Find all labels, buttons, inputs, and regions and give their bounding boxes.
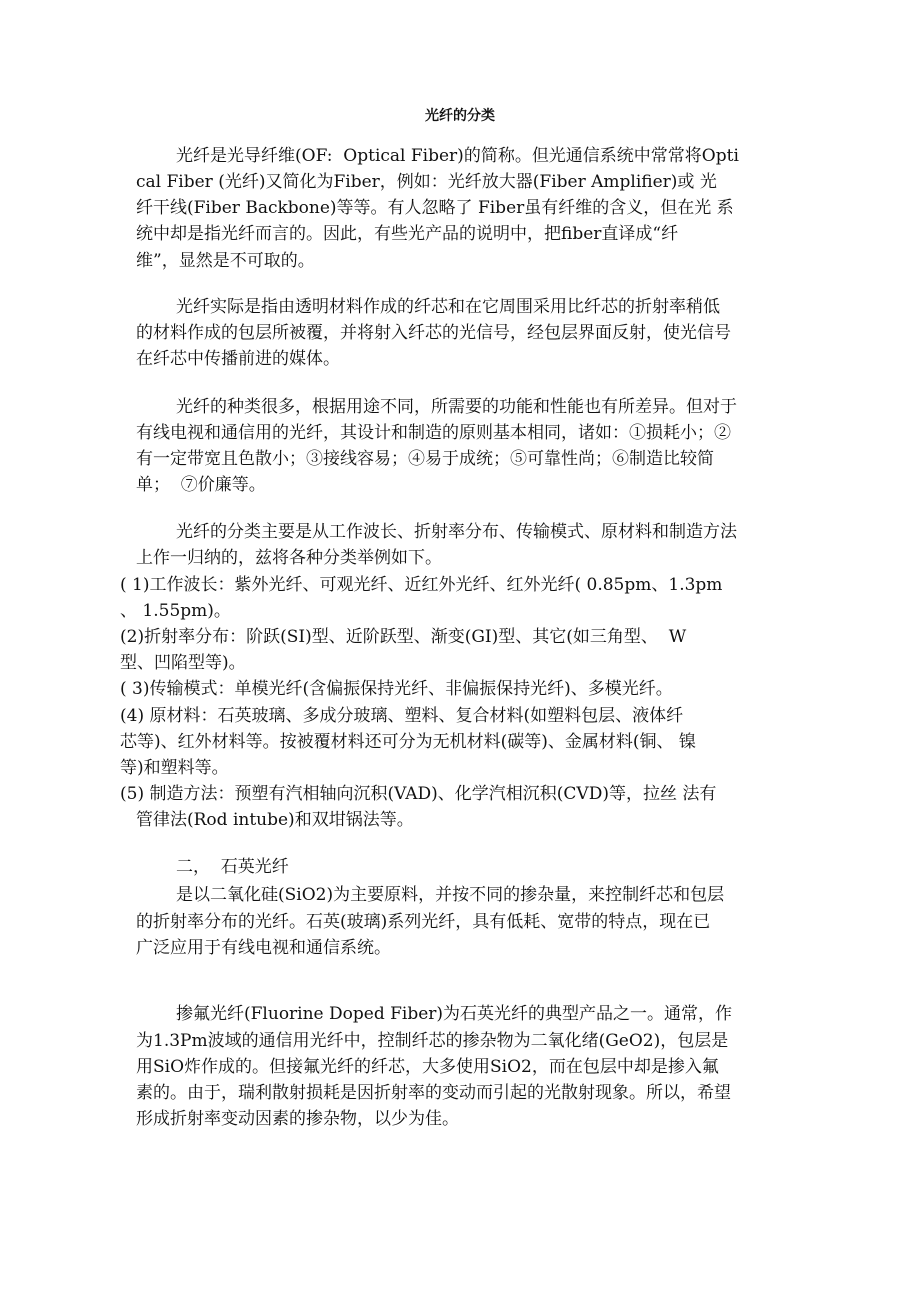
text-line: 掺氟光纤(Fluorine Doped Fiber)为石英光纤的典型产品之一。通常，作	[176, 1004, 733, 1024]
text-line: 管律法(Rod intube)和双坩锅法等。	[136, 810, 414, 830]
text-line: 统中却是指光纤而言的。因此，有些光产品的说明中，把fiber直译成“纤	[136, 224, 679, 244]
text-line: 纤干线(Fiber Backbone)等等。有人忽略了 Fiber虽有纤维的含义，但在光 系	[136, 198, 734, 218]
text-line: 形成折射率变动因素的掺杂物，以少为佳。	[136, 1109, 459, 1129]
text-line: 、 1.55pm)。	[120, 601, 231, 621]
text-line: 的材料作成的包层所被覆，并将射入纤芯的光信号，经包层界面反射，使光信号	[136, 323, 731, 343]
text-line: ( 3)传输模式：单模光纤(含偏振保持光纤、非偏振保持光纤)、多模光纤。	[120, 679, 673, 699]
text-line: cal Fiber (光纤)又简化为Fiber，例如：光纤放大器(Fiber Amplifier)或 光	[136, 172, 717, 192]
text-line: 等)和塑料等。	[120, 758, 229, 778]
text-line: 光纤的分类主要是从工作波长、折射率分布、传输模式、原材料和制造方法	[176, 522, 737, 542]
text-line: (4) 原材料：石英玻璃、多成分玻璃、塑料、复合材料(如塑料包层、液体纤	[120, 706, 684, 726]
text-line: 光纤的种类很多，根据用途不同，所需要的功能和性能也有所差异。但对于	[176, 397, 737, 417]
text-line: 上作一归纳的，兹将各种分类举例如下。	[136, 548, 442, 568]
text-line: 型、凹陷型等)。	[120, 653, 246, 673]
text-line: 是以二氧化硅(SiO2)为主要原料，并按不同的掺杂量，来控制纤芯和包层	[176, 885, 725, 905]
text-line: 有线电视和通信用的光纤，其设计和制造的原则基本相同，诸如：①损耗小；②	[136, 423, 731, 443]
text-line: 有一定带宽且色散小；③接线容易；④易于成统；⑤可靠性尚；⑥制造比较简	[136, 449, 714, 469]
document-title: 光纤的分类	[425, 108, 495, 124]
text-line: 单； ⑦价廉等。	[136, 475, 266, 495]
text-line: 维”，显然是不可取的。	[136, 251, 315, 271]
text-line: 为1.3Pm波域的通信用光纤中，控制纤芯的掺杂物为二氧化绪(GeO2)，包层是	[136, 1031, 729, 1051]
text-line: 素的。由于，瑞利散射损耗是因折射率的变动而引起的光散射现象。所以，希望	[136, 1083, 731, 1103]
text-line: 在纤芯中传播前进的媒体。	[136, 349, 340, 369]
text-line: 光纤是光导纤维(OF: Optical Fiber)的简称。但光通信系统中常常将Opti	[176, 146, 739, 166]
text-line: ( 1)工作波长：紫外光纤、可观光纤、近红外光纤、红外光纤( 0.85pm、1.3pm	[120, 575, 723, 595]
section-heading: 二， 石英光纤	[176, 857, 289, 877]
text-line: 的折射率分布的光纤。石英(玻璃)系列光纤，具有低耗、宽带的特点，现在已	[136, 912, 711, 932]
text-line: (5) 制造方法：预塑有汽相轴向沉积(VAD)、化学汽相沉积(CVD)等，拉丝 法有	[120, 784, 717, 804]
text-line: 用SiO炸作成的。但接氟光纤的纤芯，大多使用SiO2，而在包层中却是掺入氟	[136, 1057, 719, 1077]
text-line: (2)折射率分布：阶跃(SI)型、近阶跃型、渐变(GI)型、其它(如三角型、 W	[120, 627, 687, 647]
text-line: 光纤实际是指由透明材料作成的纤芯和在它周围采用比纤芯的折射率稍低	[176, 297, 720, 317]
text-line: 广泛应用于有线电视和通信系统。	[136, 938, 391, 958]
text-line: 芯等)、红外材料等。按被覆材料还可分为无机材料(碳等)、金属材料(铜、 镍	[120, 732, 696, 752]
